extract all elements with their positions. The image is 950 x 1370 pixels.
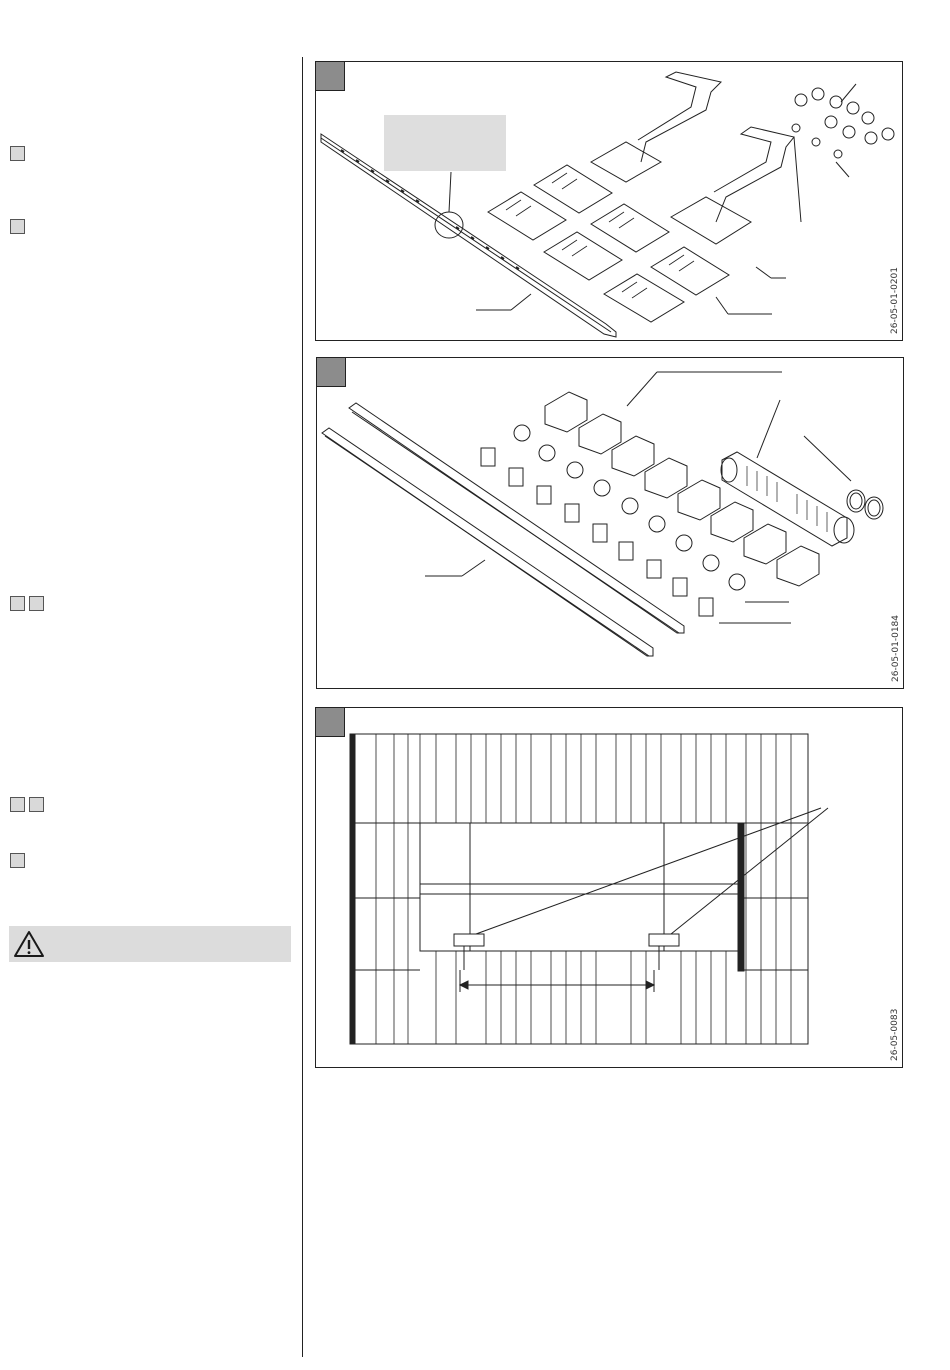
figure-3 xyxy=(315,707,903,1068)
figure-1 xyxy=(315,61,903,341)
warning-bar xyxy=(9,926,291,962)
figure-code: 26-05-0083 xyxy=(890,1008,900,1061)
instruction-column xyxy=(0,0,300,1370)
step-marker xyxy=(29,797,44,812)
step-marker xyxy=(10,596,25,611)
parts-drawing xyxy=(316,62,904,342)
step-marker xyxy=(10,853,25,868)
step-marker xyxy=(29,596,44,611)
figure-2 xyxy=(316,357,904,689)
step-marker xyxy=(10,797,25,812)
figure-code: 26-05-01-0184 xyxy=(891,614,901,682)
figure-code: 26-05-01-0201 xyxy=(890,266,900,334)
roof-layout-drawing xyxy=(316,708,904,1069)
step-marker xyxy=(10,146,25,161)
column-divider xyxy=(302,57,303,1357)
parts-drawing xyxy=(317,358,905,690)
warning-triangle-icon xyxy=(13,929,45,959)
step-marker xyxy=(10,219,25,234)
